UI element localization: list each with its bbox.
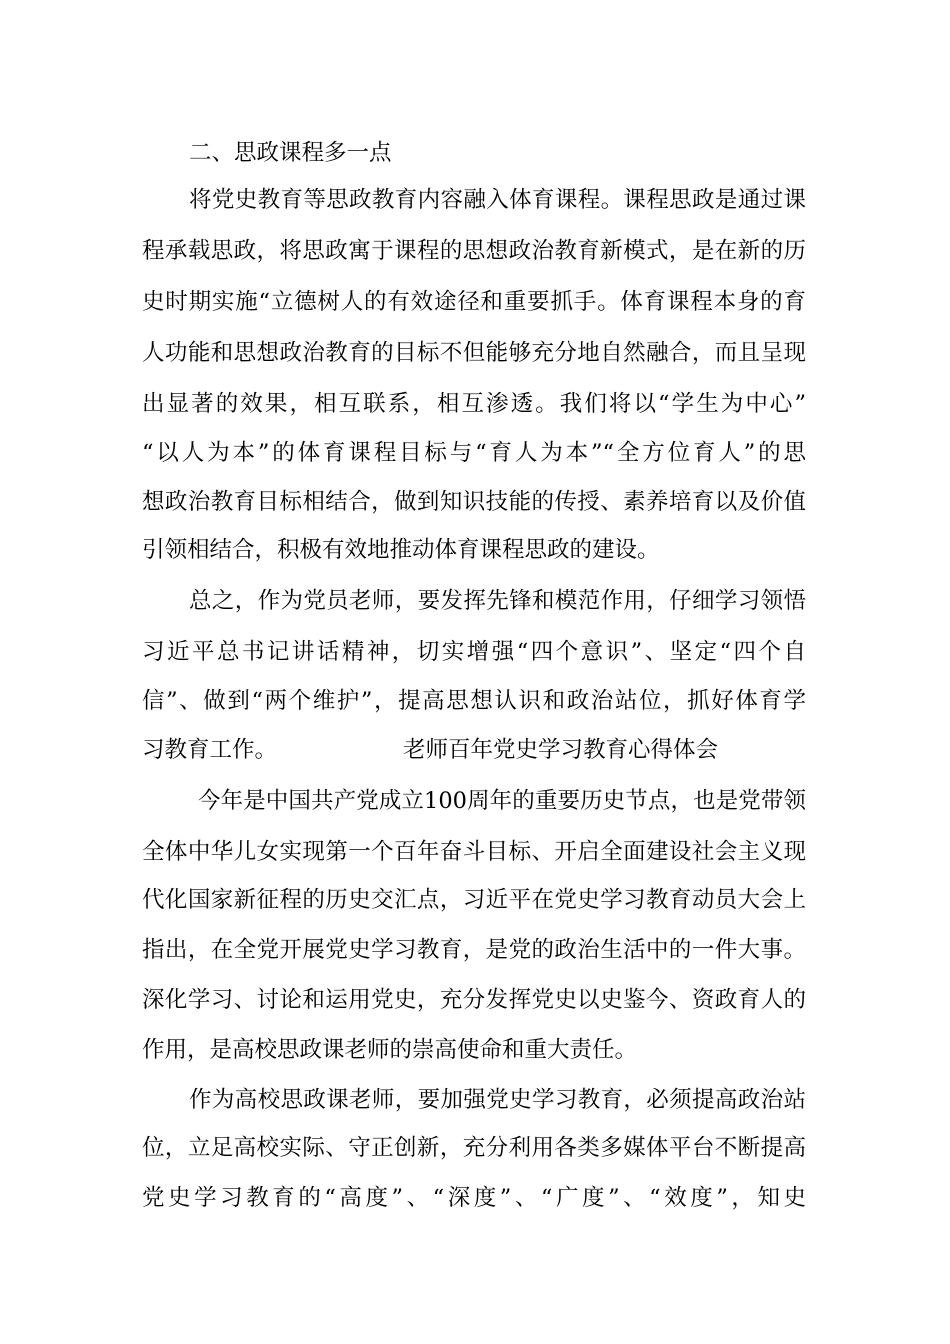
paragraph-line: 人功能和思想政治教育的目标不但能够充分地自然融合，而且呈现 <box>142 340 806 366</box>
paragraph-line: 作为高校思政课老师，要加强党史学习教育，必须提高政治站 <box>189 1087 806 1113</box>
paragraph-line: 作用，是高校思政课老师的崇高使命和重大责任。 <box>142 1037 638 1063</box>
paragraph-line: 信”、做到“两个维护”，提高思想认识和政治站位，抓好体育学 <box>142 688 806 714</box>
document-title: 老师百年党史学习教育心得体会 <box>403 737 719 763</box>
paragraph-line: 位，立足高校实际、守正创新，充分利用各类多媒体平台不断提高 <box>142 1135 806 1161</box>
paragraph-line: 习近平总书记讲话精神，切实增强“四个意识”、坚定“四个自 <box>142 639 806 665</box>
paragraph-line: 出显著的效果，相互联系，相互渗透。我们将以“学生为中心” <box>142 391 806 417</box>
paragraph-line-with-title <box>142 730 806 770</box>
paragraph-line: 深化学习、讨论和运用党史，充分发挥党史以史鉴今、资政育人的 <box>142 987 806 1013</box>
section-heading: 二、思政课程多一点 <box>189 140 392 166</box>
paragraph-line: 今年是中国共产党成立100周年的重要历史节点，也是党带领 <box>198 788 806 814</box>
paragraph-line: 习教育工作。 <box>142 737 278 763</box>
paragraph-line: 将党史教育等思政教育内容融入体育课程。课程思政是通过课 <box>189 187 806 213</box>
paragraph-line: 引领相结合，积极有效地推动体育课程思政的建设。 <box>142 537 660 563</box>
paragraph-line: 总之，作为党员老师，要发挥先锋和模范作用，仔细学习领悟 <box>189 588 806 614</box>
paragraph-line: 代化国家新征程的历史交汇点，习近平在党史学习教育动员大会上 <box>142 887 806 913</box>
paragraph-line: 指出，在全党开展党史学习教育，是党的政治生活中的一件大事。 <box>142 937 806 963</box>
paragraph-line: 程承载思政，将思政寓于课程的思想政治教育新模式，是在新的历 <box>142 238 806 264</box>
paragraph-line: “以人为本”的体育课程目标与“育人为本”“全方位育人”的思 <box>142 440 806 466</box>
paragraph-line: 史时期实施“立德树人的有效途径和重要抓手。体育课程本身的育 <box>142 289 806 315</box>
paragraph-line: 党史学习教育的“高度”、“深度”、“广度”、“效度”，知史 <box>142 1185 806 1211</box>
paragraph-line: 全体中华儿女实现第一个百年奋斗目标、开启全面建设社会主义现 <box>142 839 806 865</box>
paragraph-line: 想政治教育目标相结合，做到知识技能的传授、素养培育以及价值 <box>142 489 806 515</box>
